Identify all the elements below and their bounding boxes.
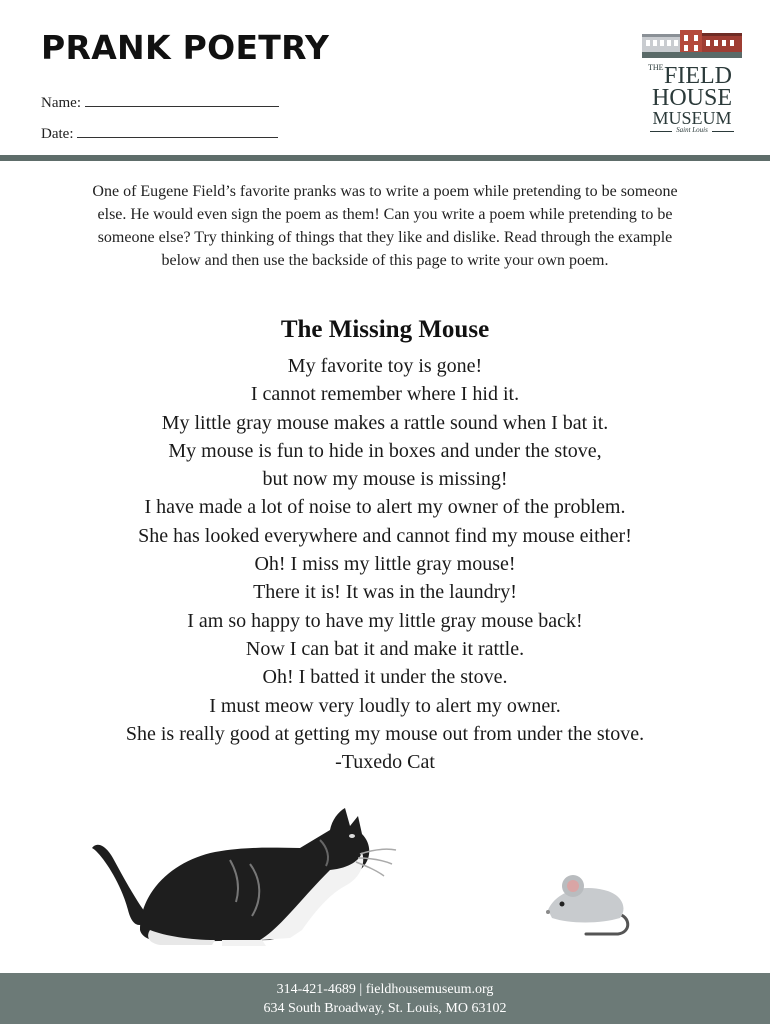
poem-line: Now I can bat it and make it rattle.	[245, 637, 525, 660]
header-divider	[0, 155, 770, 161]
toy-mouse-illustration	[546, 875, 628, 934]
date-field[interactable]	[41, 123, 278, 143]
name-field[interactable]	[41, 92, 279, 112]
poem-line: I cannot remember where I hid it.	[250, 383, 520, 406]
poem-line: Oh! I miss my little gray mouse!	[254, 553, 516, 576]
poem-line: She has looked everywhere and cannot find my mouse either!	[138, 524, 632, 547]
footer-address: 634 South Broadway, St. Louis, MO 63102	[263, 1001, 507, 1016]
footer	[0, 973, 770, 1024]
name-blank-line[interactable]	[85, 92, 279, 107]
logo-field: FIELD	[664, 63, 732, 89]
name-label: Name:	[41, 95, 81, 111]
poem-line: My little gray mouse makes a rattle sound when I bat it.	[161, 411, 609, 434]
poem-line: Oh! I batted it under the stove.	[262, 666, 508, 689]
poem-line: I have made a lot of noise to alert my owner of the problem.	[144, 496, 626, 519]
field-house-museum-logo	[640, 22, 744, 144]
page-title: PRANK POETRY	[41, 28, 330, 67]
poem-body	[0, 352, 770, 776]
illustration-area	[0, 790, 770, 960]
building-icon	[640, 22, 744, 60]
poem-line: I am so happy to have my little gray mouse back!	[187, 609, 583, 632]
poem-line: I must meow very loudly to alert my owner.	[209, 694, 561, 717]
intro-paragraph: One of Eugene Field’s favorite pranks was to write a poem while pretending to be someone else. He would even sign the poem as them! Can you write a poem while pretending to be someone else? Try thinking of things that they like and dislike. Read through the example below and then use the backside of this page to write your own poem.	[92, 183, 678, 269]
poem-title: The Missing Mouse	[280, 316, 490, 343]
poem-line: My mouse is fun to hide in boxes and under the stove,	[168, 439, 602, 462]
date-blank-line[interactable]	[77, 123, 278, 138]
poem-signature: -Tuxedo Cat	[335, 751, 435, 774]
footer-contact[interactable]: 314-421-4689 | fieldhousemuseum.org	[276, 982, 494, 997]
logo-house: HOUSE	[651, 85, 732, 111]
tuxedo-cat-illustration	[92, 808, 396, 946]
logo-the: THE	[648, 63, 664, 72]
poem-line: My favorite toy is gone!	[287, 355, 483, 377]
logo-rule-right	[712, 131, 734, 132]
logo-museum: MUSEUM	[652, 108, 732, 128]
date-label: Date:	[41, 126, 74, 142]
logo-city: Saint Louis	[676, 126, 708, 134]
poem-line: There it is! It was in the laundry!	[253, 581, 517, 604]
poem-line: She is really good at getting my mouse out from under the stove.	[125, 722, 645, 745]
poem-line: but now my mouse is missing!	[262, 468, 508, 491]
